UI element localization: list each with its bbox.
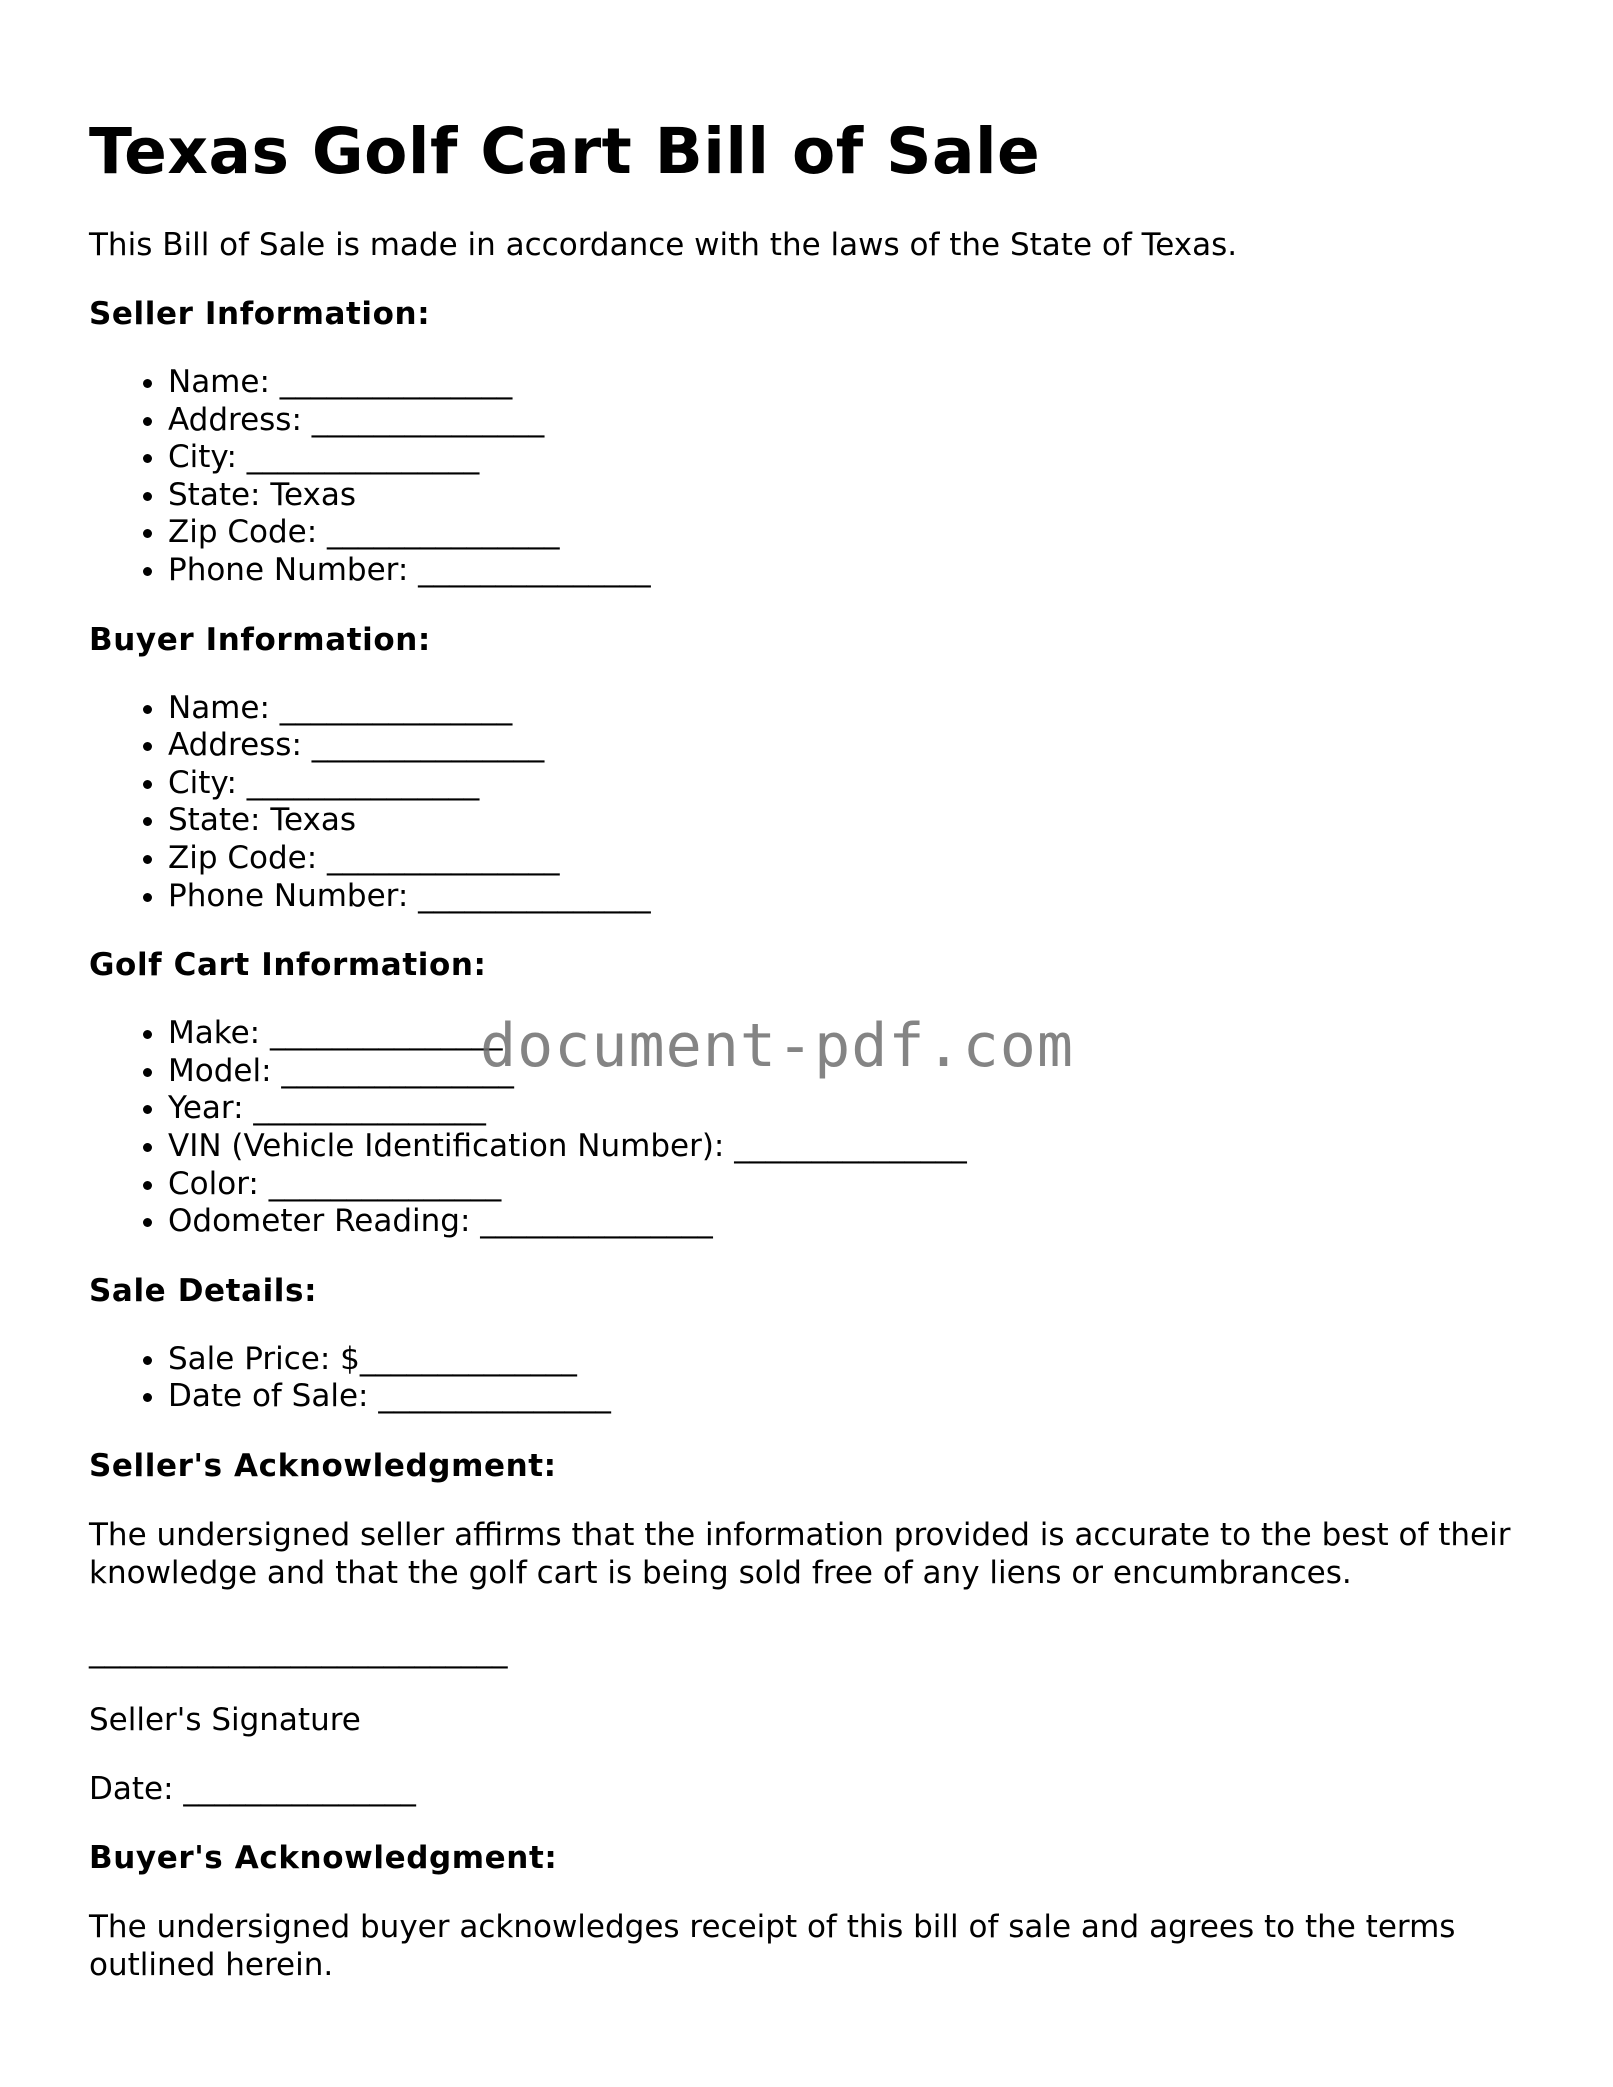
buyer-state-field: • State: Texas [168, 802, 1529, 840]
seller-info-heading: Seller Information: [89, 296, 431, 332]
seller-signature-line: ___________________________ [89, 1632, 508, 1669]
cart-make-field: • Make: _______________ [168, 1015, 1529, 1053]
buyer-info-list [89, 690, 1529, 916]
seller-name-field: • Name: _______________ [168, 364, 1529, 402]
seller-phone-field: • Phone Number: _______________ [168, 552, 1529, 590]
intro-paragraph: This Bill of Sale is made in accordance with the laws of the State of Texas. [89, 227, 1238, 263]
sale-details-heading: Sale Details: [89, 1272, 318, 1309]
seller-zip-field: • Zip Code: _______________ [168, 514, 1529, 552]
seller-address-field: • Address: _______________ [168, 402, 1529, 440]
document-page [89, 0, 1529, 1984]
seller-ack-text: The undersigned seller affirms that the information provided is accurate to the best of their knowledge and that the golf cart is being sold free of any liens or encumbrances. [89, 1516, 1511, 1591]
cart-model-field: • Model: _______________ [168, 1053, 1529, 1091]
cart-year-field: • Year: _______________ [168, 1090, 1529, 1128]
buyer-address-field: • Address: _______________ [168, 727, 1529, 765]
buyer-name-field: • Name: _______________ [168, 690, 1529, 728]
buyer-ack-text: The undersigned buyer acknowledges receipt of this bill of sale and agrees to the terms outlined herein. [89, 1908, 1456, 1983]
cart-info-heading: Golf Cart Information: [89, 947, 487, 984]
watermark-text: document-pdf.com [480, 1011, 1074, 1081]
sale-price-field: • Sale Price: $______________ [168, 1341, 1529, 1379]
seller-info-list [89, 364, 1529, 590]
buyer-phone-field: • Phone Number: _______________ [168, 878, 1529, 916]
seller-state-field: • State: Texas [168, 477, 1529, 515]
buyer-zip-field: • Zip Code: _______________ [168, 840, 1529, 878]
seller-city-field: • City: _______________ [168, 439, 1529, 477]
buyer-city-field: • City: _______________ [168, 765, 1529, 803]
cart-color-field: • Color: _______________ [168, 1166, 1529, 1204]
sale-date-field: • Date of Sale: _______________ [168, 1378, 1529, 1416]
document-title: Texas Golf Cart Bill of Sale [89, 115, 1041, 188]
seller-signature-date: Date: _______________ [89, 1770, 416, 1807]
cart-vin-field: • VIN (Vehicle Identification Number): _______________ [168, 1128, 1529, 1166]
buyer-info-heading: Buyer Information: [89, 621, 431, 658]
buyer-ack-heading: Buyer's Acknowledgment: [89, 1839, 558, 1876]
seller-ack-heading: Seller's Acknowledgment: [89, 1447, 557, 1484]
cart-odometer-field: • Odometer Reading: _______________ [168, 1203, 1529, 1241]
seller-signature-label: Seller's Signature [89, 1701, 361, 1738]
sale-details-list [89, 1341, 1529, 1416]
